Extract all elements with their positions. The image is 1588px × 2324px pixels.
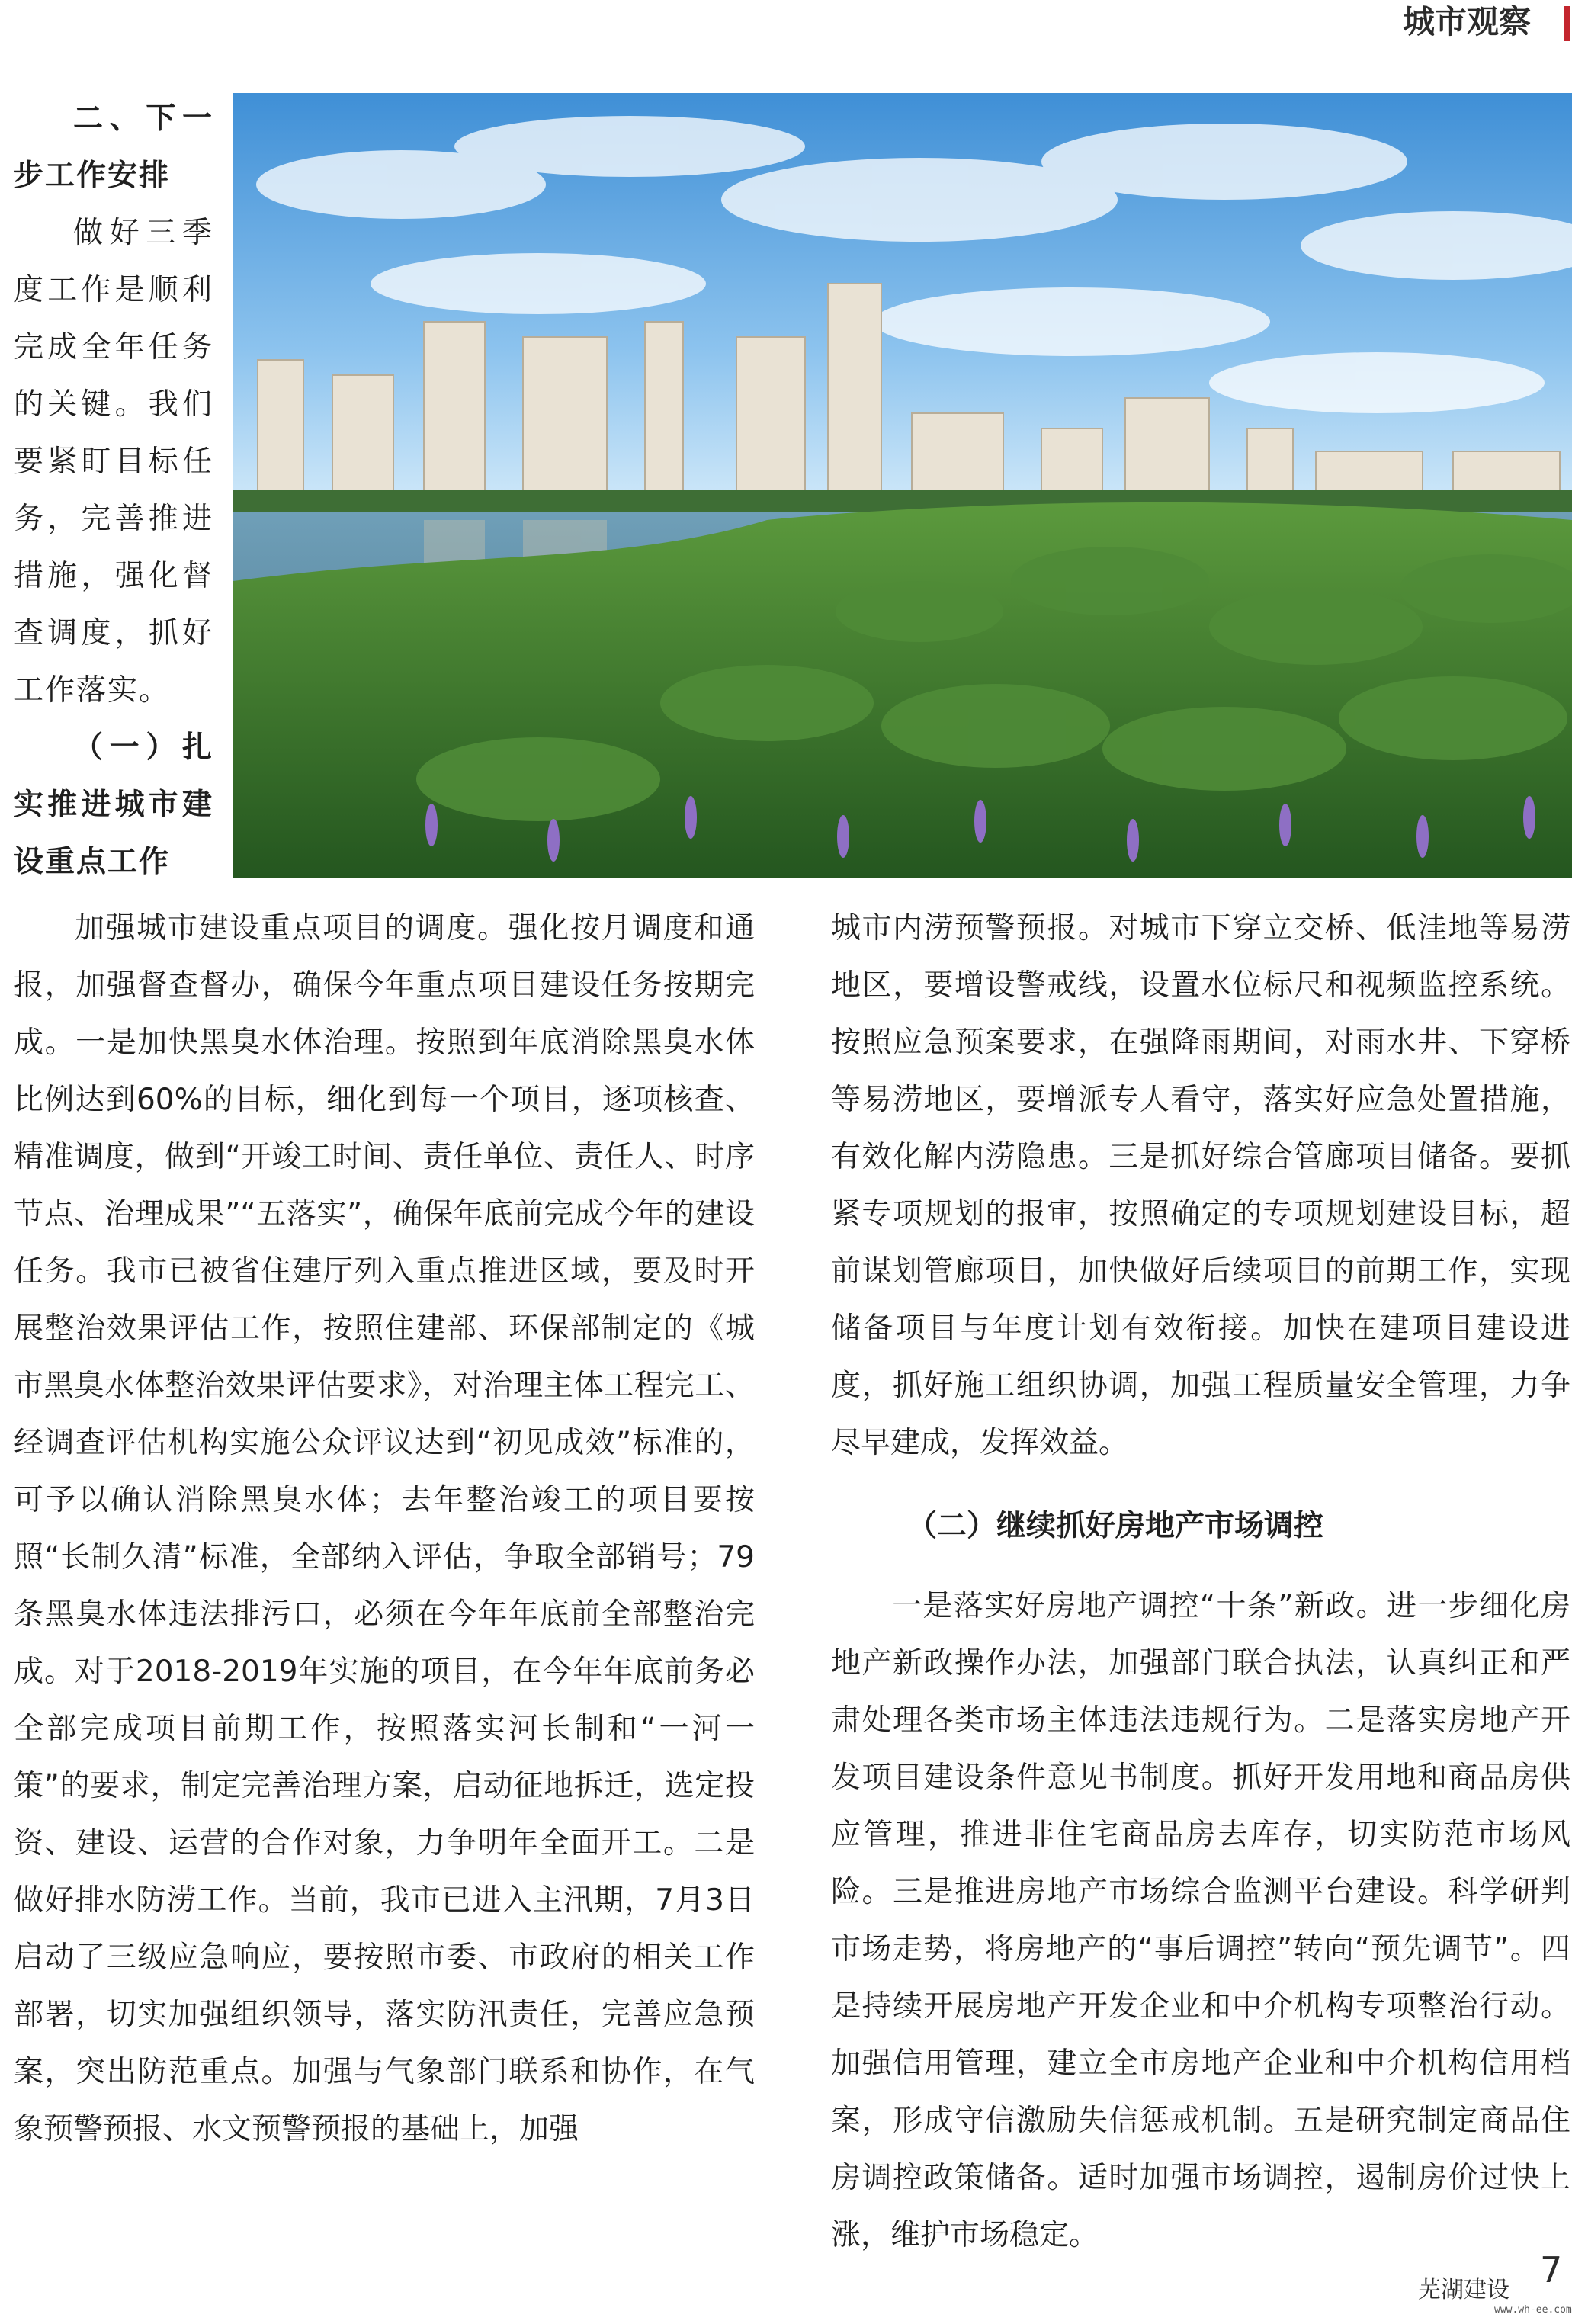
page-number: 7 xyxy=(1540,2249,1563,2290)
subsection-heading: （二）继续抓好房地产市场调控 xyxy=(907,1508,1324,1543)
city-lake-photo xyxy=(233,93,1572,878)
body-paragraph: 一是落实好房地产调控“十条”新政。进一步细化房地产新政操作办法，加强部门联合执法，认真纠正和严肃处理各类市场主体违法违规行为。二是落实房地产开发项目建设条件意见书制度。抓好开发用地和商品房供应管理，推进非住宅商品房去库存，切实防范市场风险。三是推进房地产市场综合监测平台建设。科学研判市场走势，将房地产的“事后调控”转向“预先调节”。四是持续开展房地产开发企业和中介机构专项整治行动。加强信用管理，建立全市房地产企业和中介机构信用档案，形成守信激励失信惩戒机制。五是研究制定商品住房调控政策储备。适时加强市场调控，遏制房价过快上涨，维护市场稳定。 xyxy=(831,1589,1570,2252)
section-heading: 二、下一步工作安排 xyxy=(14,101,213,193)
sidebar-intro xyxy=(14,90,213,891)
intro-paragraph: 做好三季度工作是顺利完成全年任务的关键。我们要紧盯目标任务，完善推进措施，强化督查调度，抓好工作落实。 xyxy=(14,216,213,708)
section-accent-bar xyxy=(1564,6,1570,41)
left-column xyxy=(14,900,755,2158)
body-paragraph: 加强城市建设重点项目的调度。强化按月调度和通报，加强督查督办，确保今年重点项目建设任务按期完成。一是加快黑臭水体治理。按照到年底消除黑臭水体比例达到60%的目标，细化到每一个项目，逐项核查、精准调度，做到“开竣工时间、责任单位、责任人、时序节点、治理成果”“五落实”，确保年底前完成今年的建设任务。我市已被省住建厅列入重点推进区域，要及时开展整治效果评估工作，按照住建部、环保部制定的《城市黑臭水体整治效果评估要求》，对治理主体工程完工、经调查评估机构实施公众评议达到“初见成效”标准的，可予以确认消除黑臭水体；去年整治竣工的项目要按照“长制久清”标准，全部纳入评估，争取全部销号；79条黑臭水体违法排污口，必须在今年年底前全部整治完成。对于2018-2019年实施的项目，在今年年底前务必全部完成项目前期工作，按照落实河长制和“一河一策”的要求，制定完善治理方案，启动征地拆迁，选定投资、建设、运营的合作对象，力争明年全面开工。二是做好排水防涝工作。当前，我市已进入主汛期，7月3日启动了三级应急响应，要按照市委、市政府的相关工作部署，切实加强组织领导，落实防汛责任，完善应急预案，突出防范重点。加强与气象部门联系和协作，在气象预警预报、水文预警预报的基础上，加强 xyxy=(14,911,755,2146)
section-title: 城市观察 xyxy=(1403,3,1532,40)
body-paragraph: 城市内涝预警预报。对城市下穿立交桥、低洼地等易涝地区，要增设警戒线，设置水位标尺和视频监控系统。按照应急预案要求，在强降雨期间，对雨水井、下穿桥等易涝地区，要增派专人看守，落实好应急处置措施，有效化解内涝隐患。三是抓好综合管廊项目储备。要抓紧专项规划的报审，按照确定的专项规划建设目标，超前谋划管廊项目，加快做好后续项目的前期工作，实现储备项目与年度计划有效衔接。加快在建项目建设进度，抓好施工组织协调，加强工程质量安全管理，力争尽早建成，发挥效益。 xyxy=(831,911,1570,1460)
subsection-heading: （一）扎实推进城市建设重点工作 xyxy=(14,730,213,879)
footer-url: www.wh-ee.com xyxy=(1494,2304,1572,2316)
photo-illustration xyxy=(233,93,1572,878)
right-column xyxy=(831,900,1570,2264)
magazine-name: 芜湖建设 xyxy=(1418,2277,1509,2303)
